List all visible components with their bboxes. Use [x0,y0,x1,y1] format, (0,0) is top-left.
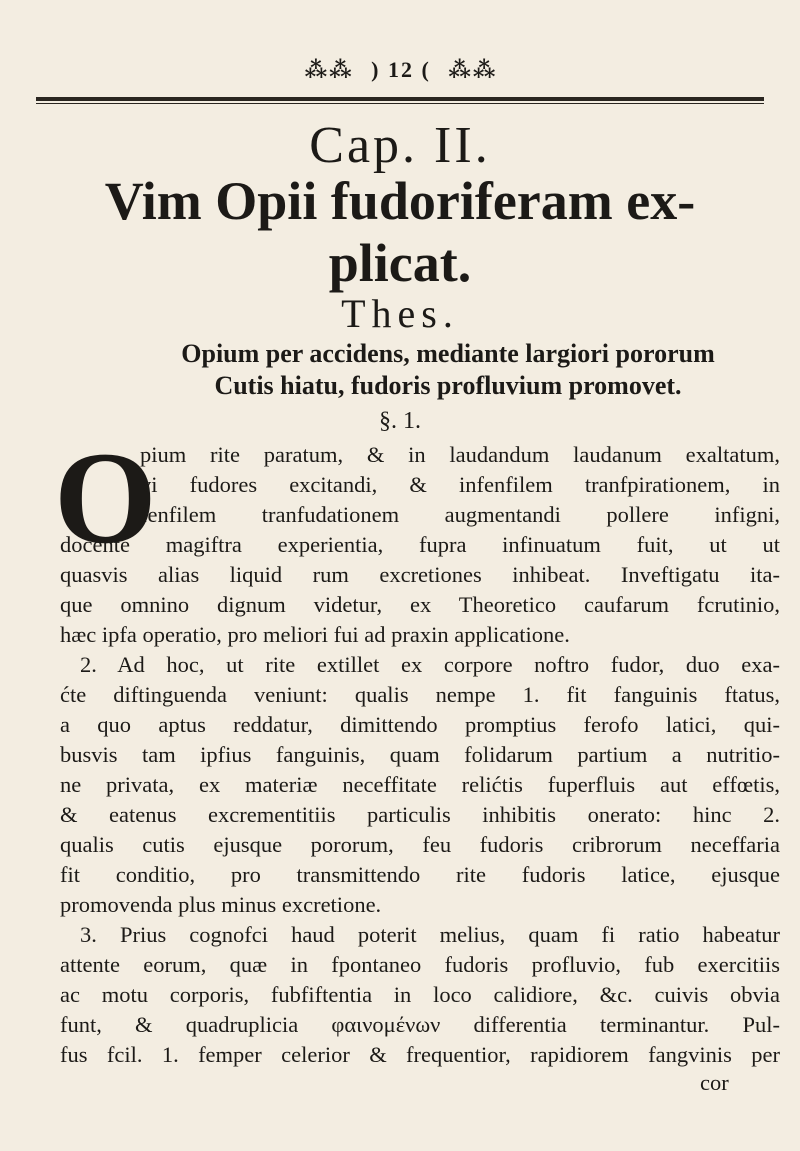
body-line: ne privata, ex materiæ neceffitate relićtis fuperfluis aut effœtis, [60,772,780,797]
thesis-line-1: Opium per accidens, mediante largiori pororum [181,339,715,368]
right-ornament: ⁂⁂ [448,57,498,82]
body-line: quasvis alias liquid rum excretiones inhibeat. Inveftigatu ita- [60,562,780,587]
body-line: 2. Ad hoc, ut rite extillet ex corpore noftro fudor, duo exa- [80,652,780,677]
chapter-title-line-1: Vim Opii fudoriferam ex- [104,171,696,231]
thesis-label: Thes. [341,291,459,336]
body-line: pium rite paratum, & in laudandum laudanum exaltatum, [140,442,780,467]
page-number: ) 12 ( [371,57,431,82]
body-line: a quo aptus reddatur, dimittendo promptius ferofo latici, qui- [60,712,780,737]
header-rule-thick [36,97,764,101]
header-rule-thin [36,103,764,104]
body-line: ac motu corporis, fubfiftentia in loco calidiore, &c. cuivis obvia [60,982,780,1007]
body-line: attente eorum, quæ in fpontaneo fudoris profluvio, fub exercitiis [60,952,780,977]
body-line: funt, & quadruplicia φαινομένων differentia terminantur. Pul- [60,1012,780,1037]
body-line: que omnino dignum videtur, ex Theoretico caufarum fcrutinio, [60,592,780,617]
body-line: qualis cutis ejusque pororum, feu fudoris cribrorum neceffaria [60,832,780,857]
body-line: docente magiftra experientia, fupra infinuatum fuit, ut ut [60,532,780,557]
body-line: hæc ipfa operatio, pro meliori fui ad praxin applicatione. [60,622,570,647]
drop-cap-initial: O [54,424,157,571]
body-line: ćte diftinguenda veniunt: qualis nempe 1. fit fanguinis ftatus, [60,682,780,707]
body-line: vi fudores excitandi, & infenfilem tranfpirationem, in [140,472,780,497]
thesis-line-2: Cutis hiatu, fudoris profluvium promovet. [214,371,682,400]
catchword: cor [700,1070,729,1095]
chapter-heading: Cap. II. [309,117,491,174]
body-line: busvis tam ipfius fanguinis, quam folidarum partium a nutritio- [60,742,780,767]
body-line: fus fcil. 1. femper celerior & frequentior, rapidiorem fangvinis per [60,1042,780,1067]
body-line: promovenda plus minus excretione. [60,892,382,917]
left-ornament: ⁂⁂ [304,57,354,82]
chapter-title-line-2: plicat. [328,233,472,293]
body-line: 3. Prius cognofci haud poterit melius, quam fi ratio habeatur [80,922,780,947]
body-line: & eatenus excrementitiis particulis inhibitis onerato: hinc 2. [60,802,780,827]
body-line: fit conditio, pro transmittendo rite fudoris latice, ejusque [60,862,780,887]
body-line: fenfilem tranfudationem augmentandi pollere infigni, [140,502,780,527]
section-mark: §. 1. [379,408,421,434]
